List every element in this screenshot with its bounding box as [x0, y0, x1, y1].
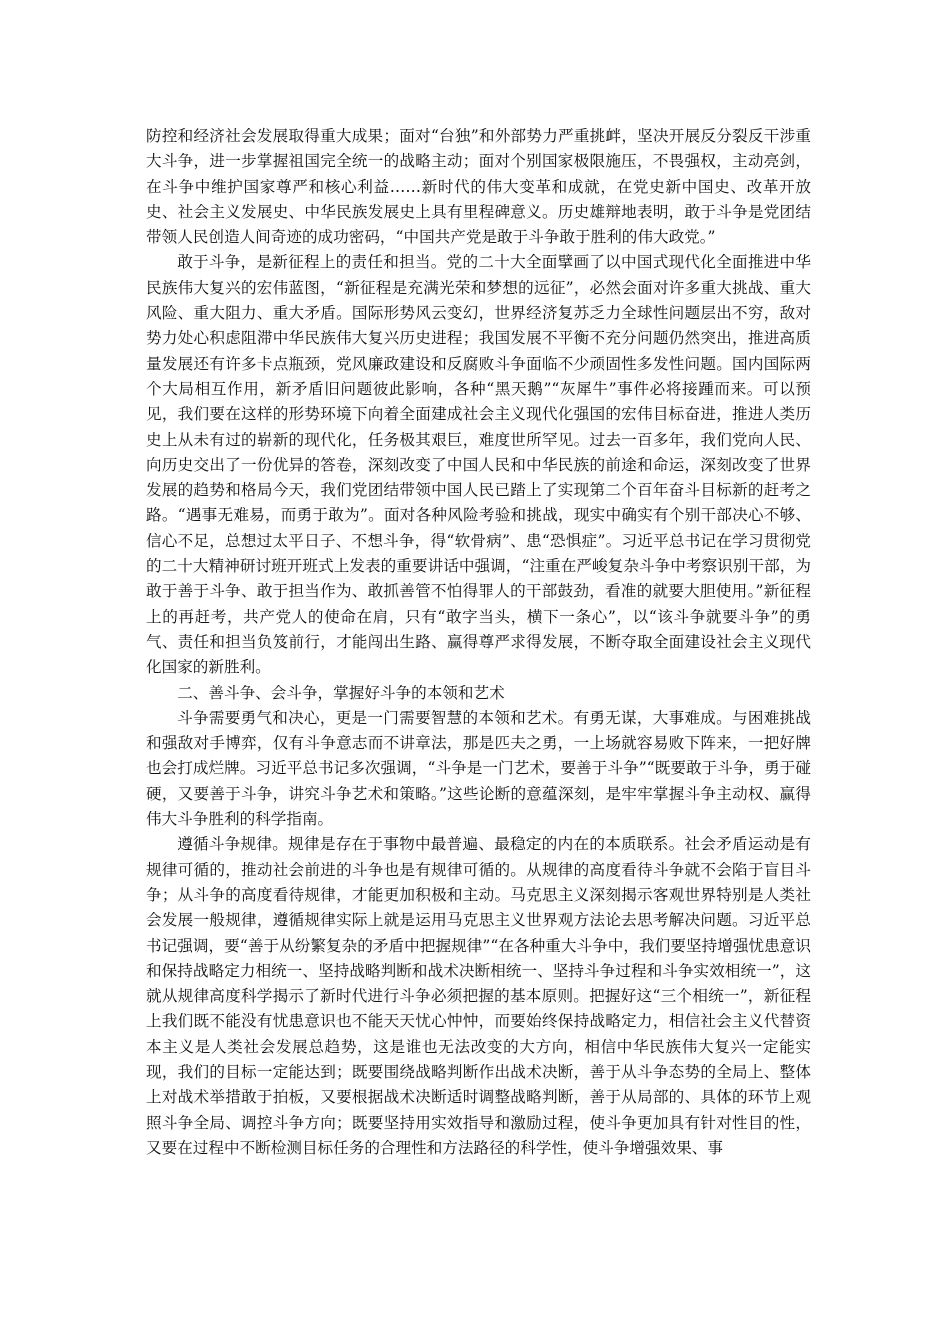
paragraph-continued: 防控和经济社会发展取得重大成果；面对“台独”和外部势力严重挑衅，坚决开展反分裂反干涉重大斗争，进一步掌握祖国完全统一的战略主动；面对个别国家极限施压，不畏强权，主动亮剑，在斗争中维护国家尊严和核心利益……新时代的伟大变革和成就，在党史新中国史、改革开放史、社会主义发展史、中华民族发展史上具有里程碑意义。历史雄辩地表明，敢于斗争是党团结带领人民创造人间奇迹的成功密码，“中国共产党是敢于斗争敢于胜利的伟大政党。” — [146, 127, 811, 247]
section-heading: 二、善斗争、会斗争，掌握好斗争的本领和艺术 — [177, 683, 505, 702]
paragraph-daring-to-struggle: 敢于斗争，是新征程上的责任和担当。党的二十大全面擘画了以中国式现代化全面推进中华民族伟大复兴的宏伟蓝图，“新征程是充满光荣和梦想的远征”，必然会面对许多重大挑战、重大风险、重大阻力、重大矛盾。国际形势风云变幻，世界经济复苏乏力全球性问题层出不穷，敌对势力处心积虑阻滞中华民族伟大复兴历史进程；我国发展不平衡不充分问题仍然突出，推进高质量发展还有许多卡点瓶颈，党风廉政建设和反腐败斗争面临不少顽固性多发性问题。国内国际两个大局相互作用，新矛盾旧问题彼此影响，各种“黑天鹅”“灰犀牛”事件必将接踵而来。可以预见，我们要在这样的形势环境下向着全面建成社会主义现代化强国的宏伟目标奋进，推进人类历史上从未有过的崭新的现代化，任务极其艰巨，难度世所罕见。过去一百多年，我们党向人民、向历史交出了一份优异的答卷，深刻改变了中国人民和中华民族的前途和命运，深刻改变了世界发展的趋势和格局今天，我们党团结带领中国人民已踏上了实现第二个百年奋斗目标新的赶考之路。“遇事无难易，而勇于敢为”。面对各种风险考验和挑战，现实中确实有个别干部决心不够、信心不足，总想过太平日子、不想斗争，得“软骨病”、患“恐惧症”。习近平总书记在学习贯彻党的二十大精神研讨班开班式上发表的重要讲话中强调，“注重在严峻复杂斗争中考察识别干部，为敢于善于斗争、敢于担当作为、敢抓善管不怕得罪人的干部鼓劲，看准的就要大胆使用。”新征程上的再赶考，共产党人的使命在肩，只有“敢字当头，横下一条心”，以“该斗争就要斗争”的勇气、责任和担当负笈前行，才能闯出生路、赢得尊严求得发展，不断夺取全面建设社会主义现代化国家的新胜利。 — [146, 253, 811, 677]
paragraph-art-of-struggle: 斗争需要勇气和决心，更是一门需要智慧的本领和艺术。有勇无谋，大事难成。与困难挑战和强敌对手博弈，仅有斗争意志而不讲章法，那是匹夫之勇，一上场就容易败下阵来，一把好牌也会打成烂牌。习近平总书记多次强调，“斗争是一门艺术，要善于斗争”“既要敢于斗争，勇于碰硬，又要善于斗争，讲究斗争艺术和策略。”这些论断的意蕴深刻，是牢牢掌握斗争主动权、赢得伟大斗争胜利的科学指南。 — [146, 708, 811, 829]
paragraph-follow-laws: 遵循斗争规律。规律是存在于事物中最普遍、最稳定的内在的本质联系。社会矛盾运动是有规律可循的，推动社会前进的斗争也是有规律可循的。从规律的高度看待斗争就不会陷于盲目斗争；从斗争的高度看待规律，才能更加积极和主动。马克思主义深刻揭示客观世界特别是人类社会发展一般规律，遵循规律实际上就是运用马克思主义世界观方法论去思考解决问题。习近平总书记强调，要“善于从纷繁复杂的矛盾中把握规律”“在各种重大斗争中，我们要坚持增强忧患意识和保持战略定力相统一、坚持战略判断和战术决断相统一、坚持斗争过程和斗争实效相统一”，这就从规律高度科学揭示了新时代进行斗争必须把握的基本原则。把握好这“三个相统一”，新征程上我们既不能没有忧患意识也不能天天忧心忡忡，而要始终保持战略定力，相信社会主义代替资本主义是人类社会发展总趋势，这是谁也无法改变的大方向，相信中华民族伟大复兴一定能实现，我们的目标一定能达到；既要围绕战略判断作出战术决断，善于从斗争态势的全局上、整体上对战术举措敢于拍板，又要根据战术决断适时调整战略判断，善于从局部的、具体的环节上观照斗争全局、调控斗争方向；既要坚持用实效指导和激励过程，使斗争更加具有针对性目的性，又要在过程中不断检测目标任务的合理性和方法路径的科学性，使斗争增强效果、事 — [146, 835, 811, 1157]
document-page — [146, 124, 811, 1161]
